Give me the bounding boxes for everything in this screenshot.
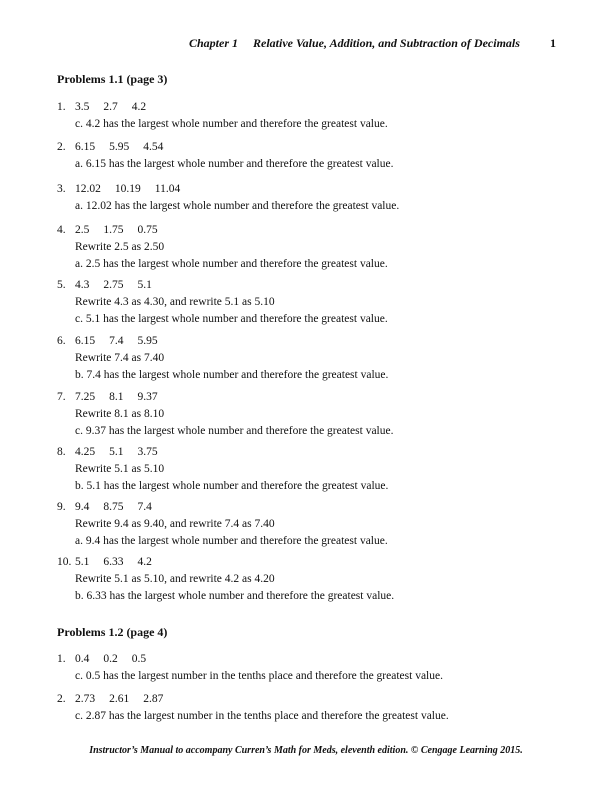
- problem-value: 2.75: [103, 279, 124, 291]
- problem-number: 6.: [57, 335, 66, 347]
- problem-item: [57, 389, 393, 440]
- problem-number: 8.: [57, 446, 66, 458]
- page-footer: Instructor’s Manual to accompany Curren’s Math for Meds, eleventh edition. © Cengage Learning 2015.: [89, 745, 523, 756]
- problem-item: [57, 333, 388, 384]
- problem-value: 4.2: [131, 101, 147, 113]
- problem-answer-line: Rewrite 5.1 as 5.10, and rewrite 4.2 as 4.20: [75, 573, 275, 585]
- problem-value: 5.1: [75, 556, 90, 568]
- problem-answer-line: b. 7.4 has the largest whole number and therefore the greatest value.: [75, 369, 389, 381]
- problem-answer-line: c. 5.1 has the largest whole number and therefore the greatest value.: [75, 313, 388, 325]
- problem-answer-line: a. 9.4 has the largest whole number and therefore the greatest value.: [75, 535, 388, 547]
- problem-value: 4.3: [75, 279, 90, 291]
- problem-value: 0.2: [103, 653, 118, 665]
- problem-number: 10.: [57, 556, 72, 568]
- problem-value: 10.19: [114, 183, 141, 195]
- problem-number: 7.: [57, 391, 66, 403]
- problem-number: 9.: [57, 501, 66, 513]
- problem-item: [57, 277, 388, 328]
- problem-number: 3.: [57, 183, 66, 195]
- problem-answer-line: c. 2.87 has the largest number in the tenths place and therefore the greatest value.: [75, 710, 449, 722]
- problem-item: [57, 499, 388, 550]
- problem-value: 0.5: [131, 653, 147, 665]
- problem-value: 8.75: [103, 501, 124, 513]
- problem-value: 4.54: [143, 141, 164, 153]
- problem-value: 12.02: [75, 183, 101, 195]
- problem-value: 4.25: [75, 446, 96, 458]
- problem-value: 5.95: [137, 335, 158, 347]
- problem-values: [75, 333, 172, 350]
- problem-number: 1.: [57, 653, 66, 665]
- problem-value: 7.4: [109, 335, 124, 347]
- problem-answer-line: Rewrite 9.4 as 9.40, and rewrite 7.4 as 7.40: [75, 518, 275, 530]
- problem-answer-line: c. 0.5 has the largest number in the tenths place and therefore the greatest value.: [75, 670, 443, 682]
- problem-answer-line: a. 12.02 has the largest whole number and therefore the greatest value.: [75, 200, 400, 212]
- problem-values: [75, 651, 160, 668]
- problem-value: 2.5: [75, 224, 90, 236]
- problem-value: 0.4: [75, 653, 90, 665]
- problem-answer-line: Rewrite 2.5 as 2.50: [75, 241, 165, 253]
- problem-answer-line: Rewrite 8.1 as 8.10: [75, 408, 165, 420]
- problem-value: 5.95: [109, 141, 130, 153]
- problem-values: [75, 389, 172, 406]
- problem-item: [57, 691, 449, 725]
- problem-values: [75, 691, 177, 708]
- problem-value: 7.25: [75, 391, 96, 403]
- problem-answer-line: Rewrite 7.4 as 7.40: [75, 352, 165, 364]
- problem-values: [75, 181, 194, 198]
- problem-value: 2.87: [143, 693, 164, 705]
- problem-item: [57, 651, 443, 685]
- problem-value: 3.75: [137, 446, 158, 458]
- problem-answer-line: a. 2.5 has the largest whole number and therefore the greatest value.: [75, 258, 388, 270]
- problem-values: [75, 99, 160, 116]
- problem-value: 9.37: [137, 391, 158, 403]
- problem-number: 5.: [57, 279, 66, 291]
- problem-number: 2.: [57, 693, 66, 705]
- problem-value: 6.15: [75, 335, 96, 347]
- problem-answer-line: Rewrite 5.1 as 5.10: [75, 463, 165, 475]
- problem-answer-line: c. 9.37 has the largest whole number and therefore the greatest value.: [75, 425, 394, 437]
- section-title-1-2: Problems 1.2 (page 4): [57, 625, 168, 639]
- problem-item: [57, 554, 394, 605]
- problem-answer-line: c. 4.2 has the largest whole number and therefore the greatest value.: [75, 118, 388, 130]
- problem-value: 2.61: [109, 693, 130, 705]
- problem-item: [57, 99, 388, 133]
- problem-answer-line: b. 5.1 has the largest whole number and therefore the greatest value.: [75, 480, 389, 492]
- chapter-label: Chapter 1: [189, 36, 239, 50]
- problem-values: [75, 554, 166, 571]
- problem-answer-line: a. 6.15 has the largest whole number and therefore the greatest value.: [75, 158, 394, 170]
- problem-value: 2.73: [75, 693, 96, 705]
- problem-item: [57, 222, 388, 273]
- problem-value: 6.33: [103, 556, 124, 568]
- problem-item: [57, 444, 388, 495]
- problem-value: 4.2: [137, 556, 152, 568]
- page-number: 1: [550, 36, 556, 50]
- problem-values: [75, 499, 166, 516]
- page-header: [189, 36, 556, 51]
- problem-value: 1.75: [103, 224, 124, 236]
- problem-item: [57, 139, 393, 173]
- problem-number: 4.: [57, 224, 66, 236]
- problem-value: 9.4: [75, 501, 90, 513]
- problem-value: 7.4: [137, 501, 152, 513]
- problem-values: [75, 139, 177, 156]
- problem-value: 8.1: [109, 391, 124, 403]
- problem-value: 0.75: [137, 224, 158, 236]
- problem-values: [75, 277, 166, 294]
- problem-value: 2.7: [103, 101, 118, 113]
- problem-value: 11.04: [154, 183, 181, 195]
- problem-number: 1.: [57, 101, 66, 113]
- problem-values: [75, 444, 172, 461]
- problem-value: 5.1: [137, 279, 152, 291]
- problem-values: [75, 222, 172, 239]
- problem-answer-line: b. 6.33 has the largest whole number and therefore the greatest value.: [75, 590, 395, 602]
- problem-item: [57, 181, 399, 215]
- problem-value: 3.5: [75, 101, 90, 113]
- problem-answer-line: Rewrite 4.3 as 4.30, and rewrite 5.1 as 5.10: [75, 296, 275, 308]
- chapter-title: Relative Value, Addition, and Subtraction of Decimals: [253, 36, 520, 50]
- section-title-1-1: Problems 1.1 (page 3): [57, 72, 168, 86]
- problem-number: 2.: [57, 141, 66, 153]
- problem-value: 6.15: [75, 141, 96, 153]
- problem-value: 5.1: [109, 446, 124, 458]
